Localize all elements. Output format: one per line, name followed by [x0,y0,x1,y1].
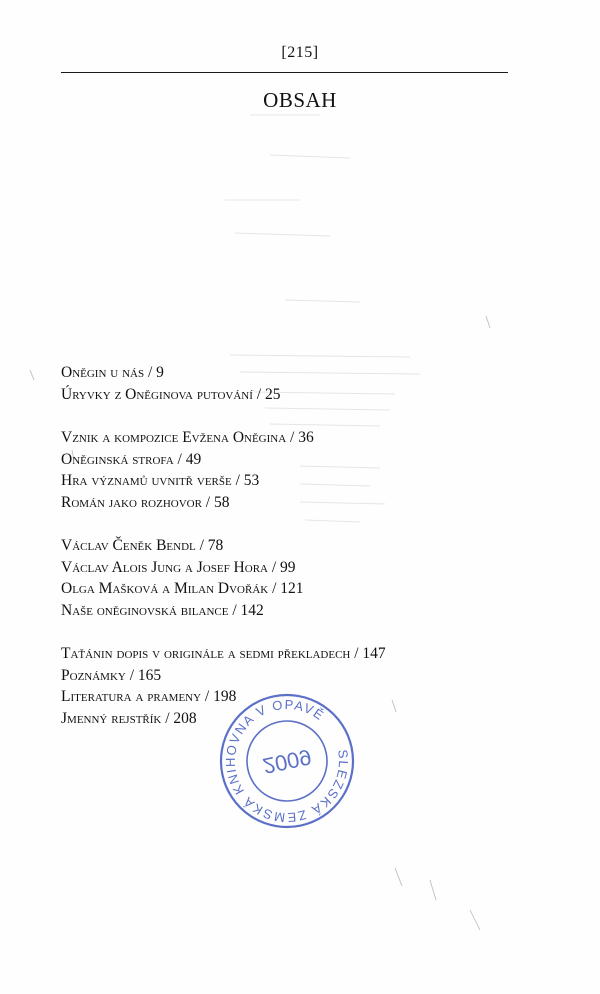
toc-entry: Naše oněginovská bilance / 142 [61,601,264,619]
toc-entry: Román jako rozhovor / 58 [61,493,230,511]
toc-entry: Václav Čeněk Bendl / 78 [61,537,224,554]
header-rule [61,72,508,73]
toc-group [61,535,541,621]
toc-entry: Oněgin u nás / 9 [61,364,164,381]
page-number: [215] [281,44,319,61]
toc-entry: Václav Alois Jung a Josef Hora / 99 [61,558,296,576]
toc-group [61,427,541,513]
page-title: OBSAH [263,88,337,112]
toc-entry: Oněginská strofa / 49 [61,450,202,468]
toc-entry: Literatura a prameny / 198 [61,688,237,705]
toc-entry: Taťánin dopis v originále a sedmi překladech / 147 [61,645,386,662]
toc-entry: Hra významů uvnitř verše / 53 [61,472,260,489]
toc-entry: Úryvky z Oněginova putování / 25 [61,385,281,403]
toc-entry: Poznámky / 165 [61,666,162,684]
stamp-outer-text: SLEZSKÁ ZEMSKÁ KNIHOVNA V OPAVĚ [222,696,352,826]
stamp-year: 2009 [260,744,314,779]
toc-group [61,362,541,405]
toc-entry: Vznik a kompozice Evžena Oněgina / 36 [61,429,314,446]
library-stamp [212,686,362,836]
toc-entry: Olga Mašková a Milan Dvořák / 121 [61,580,304,597]
toc-entry: Jmenný rejstřík / 208 [61,709,197,727]
